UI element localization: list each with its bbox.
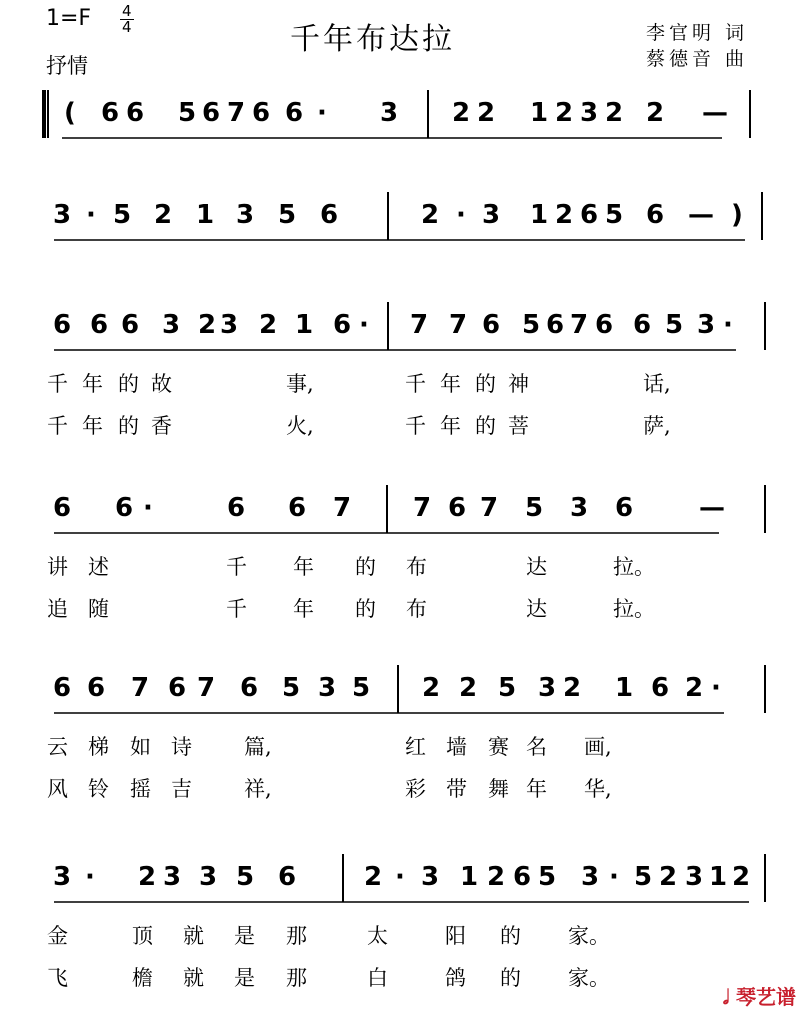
lyric-4-0-7: 赛 (488, 735, 509, 759)
lyric-2-1-6: 年 (440, 414, 461, 438)
note-2-8: 6 (332, 310, 352, 340)
lyric-4-1-0: 风 (47, 777, 68, 801)
lyric-3-1-4: 的 (355, 597, 376, 621)
note-0-6: 6 (251, 98, 271, 128)
lyric-3-0-4: 的 (355, 555, 376, 579)
watermark-logo (723, 981, 796, 1010)
lyric-4-1-2: 摇 (130, 777, 151, 801)
lyric-2-1-5: 千 (405, 414, 426, 438)
note-4-3: 6 (167, 673, 187, 703)
lyric-2-0-9: 话, (643, 372, 671, 396)
lyric-5-1-4: 那 (286, 966, 307, 990)
note-5-14: 3 (580, 862, 600, 892)
note-2-2: 6 (120, 310, 140, 340)
lyric-4-0-1: 梯 (88, 735, 109, 759)
note-2-19: 3 (696, 310, 716, 340)
note-2-14: 6 (545, 310, 565, 340)
note-2-15: 7 (569, 310, 589, 340)
note-1-6: 5 (277, 200, 297, 230)
note-0-1: 6 (100, 98, 120, 128)
note-1-1: · (86, 200, 96, 230)
note-1-11: 1 (529, 200, 549, 230)
note-0-15: 2 (604, 98, 624, 128)
note-2-7: 1 (294, 310, 314, 340)
note-1-4: 1 (195, 200, 215, 230)
note-4-16: 2 (684, 673, 704, 703)
note-5-13: 5 (537, 862, 557, 892)
note-4-5: 6 (239, 673, 259, 703)
note-1-16: — (688, 200, 714, 230)
note-2-12: 6 (481, 310, 501, 340)
lyric-2-1-7: 的 (475, 414, 496, 438)
note-2-10: 7 (409, 310, 429, 340)
note-2-13: 5 (521, 310, 541, 340)
lyric-2-0-5: 千 (405, 372, 426, 396)
lyric-2-1-1: 年 (82, 414, 103, 438)
note-3-12: — (699, 493, 725, 523)
note-5-5: 5 (235, 862, 255, 892)
lyric-4-1-6: 带 (446, 777, 467, 801)
lyric-4-1-7: 舞 (488, 777, 509, 801)
lyric-5-1-5: 白 (367, 966, 388, 990)
lyric-2-1-4: 火, (286, 414, 314, 438)
note-0-16: 2 (645, 98, 665, 128)
lyric-5-0-7: 的 (500, 924, 521, 948)
watermark-text: 琴艺谱 (736, 985, 796, 1009)
note-5-1: · (85, 862, 95, 892)
lyric-5-1-0: 飞 (47, 966, 68, 990)
lyric-3-1-5: 布 (406, 597, 427, 621)
lyric-3-0-7: 拉。 (613, 555, 655, 579)
note-1-2: 5 (112, 200, 132, 230)
note-3-8: 7 (479, 493, 499, 523)
lyric-3-1-6: 达 (526, 597, 547, 621)
time-signature-top: 4 (122, 2, 132, 20)
note-2-6: 2 (258, 310, 278, 340)
note-4-17: · (711, 673, 721, 703)
note-2-17: 6 (632, 310, 652, 340)
note-5-0: 3 (52, 862, 72, 892)
note-1-5: 3 (235, 200, 255, 230)
note-3-7: 6 (447, 493, 467, 523)
note-2-18: 5 (664, 310, 684, 340)
logo-icon: 𝅗𝅥 (722, 985, 730, 1009)
note-1-7: 6 (319, 200, 339, 230)
note-1-0: 3 (52, 200, 72, 230)
note-0-13: 2 (554, 98, 574, 128)
note-0-8: · (317, 98, 327, 128)
note-0-0: ( (64, 98, 76, 128)
lyric-5-0-6: 阳 (445, 924, 466, 948)
note-2-0: 6 (52, 310, 72, 340)
note-0-4: 6 (201, 98, 221, 128)
note-0-9: 3 (379, 98, 399, 128)
lyric-4-0-6: 墙 (446, 735, 467, 759)
time-signature-bottom: 4 (122, 18, 132, 36)
note-4-2: 7 (130, 673, 150, 703)
note-5-12: 6 (512, 862, 532, 892)
note-2-9: · (359, 310, 369, 340)
note-4-12: 3 (537, 673, 557, 703)
note-5-8: · (395, 862, 405, 892)
note-5-3: 3 (162, 862, 182, 892)
note-0-12: 1 (529, 98, 549, 128)
lyric-3-0-2: 千 (226, 555, 247, 579)
note-3-4: 6 (287, 493, 307, 523)
note-1-9: · (456, 200, 466, 230)
lyric-5-1-7: 的 (500, 966, 521, 990)
note-1-13: 6 (579, 200, 599, 230)
lyric-4-1-4: 祥, (244, 777, 272, 801)
lyric-5-0-2: 就 (183, 924, 204, 948)
note-5-18: 3 (684, 862, 704, 892)
note-1-3: 2 (153, 200, 173, 230)
lyric-5-1-6: 鸽 (445, 966, 466, 990)
note-4-9: 2 (421, 673, 441, 703)
lyric-2-1-8: 菩 (508, 414, 529, 438)
lyric-3-0-6: 达 (526, 555, 547, 579)
note-1-8: 2 (420, 200, 440, 230)
lyric-2-0-8: 神 (508, 372, 529, 396)
lyric-4-1-8: 年 (526, 777, 547, 801)
note-3-6: 7 (412, 493, 432, 523)
note-2-5: 3 (219, 310, 239, 340)
lyric-2-0-3: 故 (151, 372, 172, 396)
lyric-2-1-9: 萨, (643, 414, 671, 438)
note-2-1: 6 (89, 310, 109, 340)
note-2-16: 6 (594, 310, 614, 340)
note-5-20: 2 (731, 862, 751, 892)
note-4-15: 6 (650, 673, 670, 703)
lyric-2-1-2: 的 (118, 414, 139, 438)
lyric-5-1-1: 檐 (132, 966, 153, 990)
lyric-2-0-6: 年 (440, 372, 461, 396)
note-0-5: 7 (226, 98, 246, 128)
note-3-0: 6 (52, 493, 72, 523)
mood-marking: 抒情 (46, 54, 88, 78)
note-3-10: 3 (569, 493, 589, 523)
lyric-4-0-5: 红 (405, 735, 426, 759)
note-5-17: 2 (658, 862, 678, 892)
lyric-4-1-9: 华, (584, 777, 612, 801)
lyric-3-1-1: 随 (88, 597, 109, 621)
note-1-12: 2 (554, 200, 574, 230)
lyric-5-0-3: 是 (234, 924, 255, 948)
lyric-2-0-0: 千 (47, 372, 68, 396)
note-4-13: 2 (562, 673, 582, 703)
composer-credit: 蔡德音 曲 (646, 48, 749, 70)
lyric-5-0-8: 家。 (568, 924, 610, 948)
lyric-4-0-3: 诗 (171, 735, 192, 759)
note-5-16: 5 (633, 862, 653, 892)
note-1-10: 3 (481, 200, 501, 230)
note-0-7: 6 (284, 98, 304, 128)
note-4-4: 7 (196, 673, 216, 703)
note-2-11: 7 (448, 310, 468, 340)
note-4-10: 2 (458, 673, 478, 703)
lyric-5-0-4: 那 (286, 924, 307, 948)
note-0-17: — (702, 98, 728, 128)
note-4-7: 3 (317, 673, 337, 703)
note-3-5: 7 (332, 493, 352, 523)
lyric-5-1-3: 是 (234, 966, 255, 990)
key-signature: 1=F (46, 6, 92, 31)
lyric-4-0-4: 篇, (244, 735, 272, 759)
note-1-15: 6 (645, 200, 665, 230)
note-5-4: 3 (198, 862, 218, 892)
lyric-3-1-3: 年 (293, 597, 314, 621)
lyric-4-0-8: 名 (526, 735, 547, 759)
lyric-2-0-4: 事, (286, 372, 314, 396)
lyric-2-1-0: 千 (47, 414, 68, 438)
note-2-4: 2 (197, 310, 217, 340)
note-5-9: 3 (420, 862, 440, 892)
note-3-11: 6 (614, 493, 634, 523)
note-0-3: 5 (177, 98, 197, 128)
lyric-2-0-2: 的 (118, 372, 139, 396)
note-0-2: 6 (125, 98, 145, 128)
note-4-8: 5 (351, 673, 371, 703)
lyric-3-1-0: 追 (47, 597, 68, 621)
lyric-5-0-0: 金 (47, 924, 68, 948)
note-5-7: 2 (363, 862, 383, 892)
note-3-2: · (143, 493, 153, 523)
lyric-3-0-3: 年 (293, 555, 314, 579)
lyric-3-1-2: 千 (226, 597, 247, 621)
note-5-6: 6 (277, 862, 297, 892)
lyric-2-1-3: 香 (151, 414, 172, 438)
lyricist-credit: 李官明 词 (646, 22, 749, 44)
note-5-19: 1 (708, 862, 728, 892)
note-4-6: 5 (281, 673, 301, 703)
note-0-11: 2 (476, 98, 496, 128)
lyric-3-0-0: 讲 (47, 555, 68, 579)
lyric-3-1-7: 拉。 (613, 597, 655, 621)
note-2-3: 3 (161, 310, 181, 340)
lyric-4-0-2: 如 (130, 735, 151, 759)
note-5-15: · (609, 862, 619, 892)
song-title: 千年布达拉 (290, 22, 455, 57)
lyric-4-1-3: 吉 (171, 777, 192, 801)
lyric-2-0-1: 年 (82, 372, 103, 396)
note-0-14: 3 (579, 98, 599, 128)
note-5-2: 2 (137, 862, 157, 892)
note-4-14: 1 (614, 673, 634, 703)
lyric-4-1-1: 铃 (88, 777, 109, 801)
note-0-10: 2 (451, 98, 471, 128)
lyric-5-0-1: 顶 (132, 924, 153, 948)
lyric-4-1-5: 彩 (405, 777, 426, 801)
lyric-2-0-7: 的 (475, 372, 496, 396)
note-2-20: · (723, 310, 733, 340)
note-3-1: 6 (114, 493, 134, 523)
note-4-0: 6 (52, 673, 72, 703)
note-3-3: 6 (226, 493, 246, 523)
note-1-17: ) (731, 200, 743, 230)
lyric-3-0-1: 述 (88, 555, 109, 579)
note-5-10: 1 (459, 862, 479, 892)
note-4-11: 5 (497, 673, 517, 703)
lyric-4-0-9: 画, (584, 735, 612, 759)
lyric-5-1-2: 就 (183, 966, 204, 990)
lyric-4-0-0: 云 (47, 735, 68, 759)
lyric-5-1-8: 家。 (568, 966, 610, 990)
lyric-3-0-5: 布 (406, 555, 427, 579)
note-1-14: 5 (604, 200, 624, 230)
note-3-9: 5 (524, 493, 544, 523)
note-4-1: 6 (86, 673, 106, 703)
lyric-5-0-5: 太 (367, 924, 388, 948)
note-5-11: 2 (486, 862, 506, 892)
